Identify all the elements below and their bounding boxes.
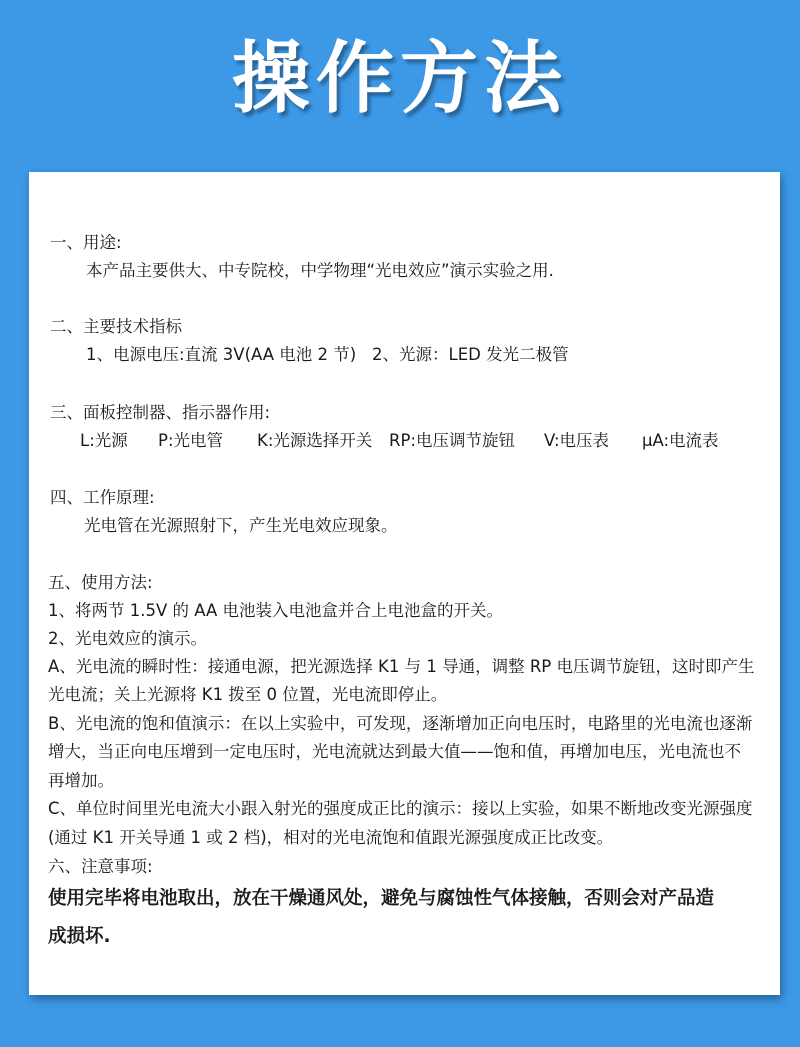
principle-heading: 四、工作原理: <box>50 488 155 507</box>
usage-line: 光电流；关上光源将 K1 拨至 0 位置，光电流即停止。 <box>48 685 448 704</box>
panel-item-light: L:光源 <box>80 431 128 450</box>
usage-line: A、光电流的瞬时性：接通电源，把光源选择 K1 与 1 导通，调整 RP 电压调节旋钮，这时即产生 <box>48 657 755 676</box>
panel-heading: 三、面板控制器、指示器作用: <box>50 403 271 422</box>
panel-items-row <box>80 430 760 452</box>
usage-line: (通过 K1 开关导通 1 或 2 档)，相对的光电流饱和值跟光源强度成正比改变。 <box>48 828 614 847</box>
page-title: 操作方法 <box>231 34 568 124</box>
spec-light-source: 2、光源：LED 发光二极管 <box>372 345 569 364</box>
usage-heading: 五、使用方法: <box>48 573 153 592</box>
panel-item-phototube: P:光电管 <box>158 431 224 450</box>
panel-item-voltmeter: V:电压表 <box>544 431 610 450</box>
specs-heading: 二、主要技术指标 <box>50 317 182 336</box>
usage-line: 1、将两节 1.5V 的 AA 电池装入电池盒并合上电池盒的开关。 <box>48 601 504 620</box>
usage-line: 增大，当正向电压增到一定电压时，光电流就达到最大值——饱和值，再增加电压，光电流也不 <box>48 742 741 761</box>
usage-line: 2、光电效应的演示。 <box>48 629 207 648</box>
panel-item-knob: RP:电压调节旋钮 <box>389 431 515 450</box>
panel-item-ammeter: μA:电流表 <box>642 431 719 450</box>
principle-text: 光电管在光源照射下，产生光电效应现象。 <box>84 516 398 535</box>
purpose-heading: 一、用途: <box>50 233 122 252</box>
usage-line: B、光电流的饱和值演示：在以上实验中，可发现，逐渐增加正向电压时，电路里的光电流也逐渐 <box>48 714 753 733</box>
notes-line: 使用完毕将电池取出，放在干燥通风处，避免与腐蚀性气体接触，否则会对产品造 <box>48 888 715 909</box>
panel-item-switch: K:光源选择开关 <box>257 431 373 450</box>
purpose-text: 本产品主要供大、中专院校，中学物理“光电效应”演示实验之用. <box>86 261 554 280</box>
notes-heading: 六、注意事项: <box>48 857 153 876</box>
usage-line: 再增加。 <box>48 771 114 790</box>
notes-line: 成损坏. <box>48 926 111 947</box>
instruction-card <box>29 172 780 995</box>
specs-row <box>86 344 686 366</box>
usage-line: C、单位时间里光电流大小跟入射光的强度成正比的演示：接以上实验，如果不断地改变光源强度 <box>48 799 753 818</box>
spec-power: 1、电源电压:直流 3V(AA 电池 2 节) <box>86 345 357 364</box>
